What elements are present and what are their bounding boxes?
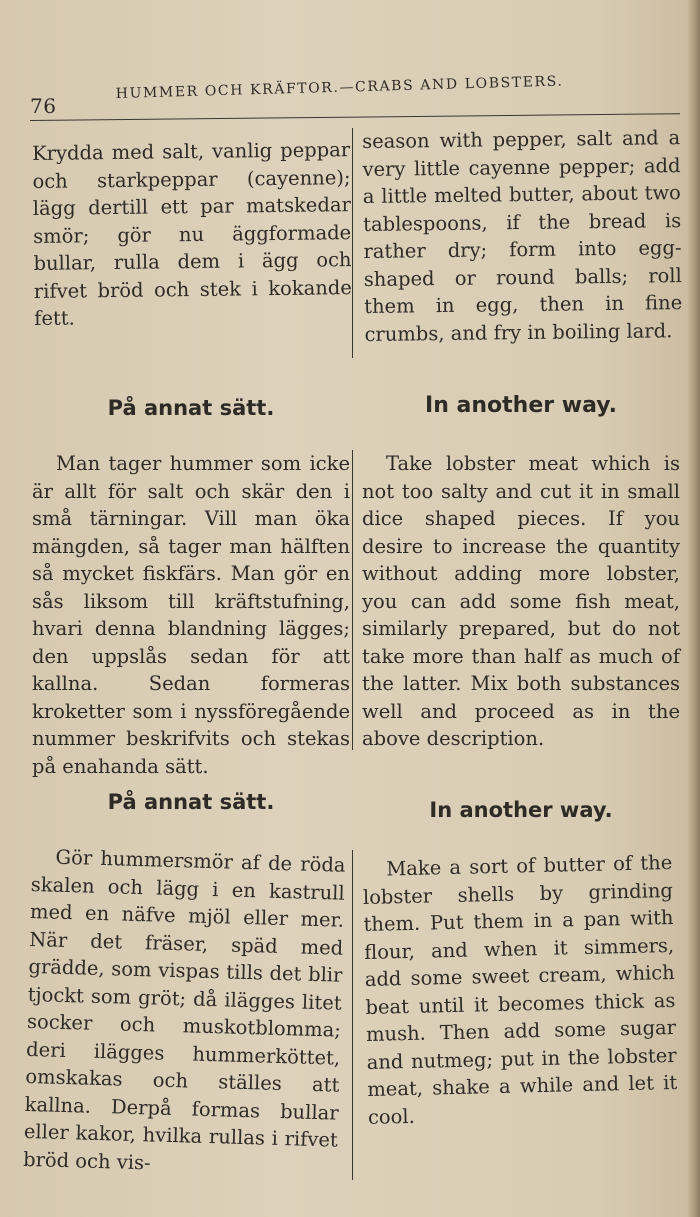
- swedish-paragraph-1: Krydda med salt, vanlig peppar och starkpeppar (cayenne); lägg dertill ett par matskedar smör; gör nu äggformade bullar, rulla dem i ägg och rifvet bröd och stek i kokande fett.: [32, 138, 352, 330]
- column-divider-3: [352, 850, 353, 1180]
- english-column-section-1: [362, 124, 683, 348]
- english-paragraph-3: Make a sort of butter of the lobster shells by grinding them. Put them in a pan with flour, and when it simmers, add some sweet cream, which beat until it becomes thick as mush. Then add some sugar and nutmeg; put in the lobster meat, shake a while and let it cool.: [362, 850, 678, 1129]
- swedish-paragraph-3: Gör hummersmör af de röda skalen och lägg i en kastrull med en näfve mjöl eller mer. När det fräser, späd med grädde, som vispas tills det blir tjockt som gröt; då ilägges litet socker och muskotblomma; deri ilägges hummerköttet, omskakas och ställes att kallna. Derpå formas bullar eller kakor, hvilka rullas i rifvet bröd och vis-: [22, 845, 346, 1174]
- english-column-section-2: [362, 450, 680, 753]
- english-heading-3: In another way.: [429, 798, 613, 822]
- swedish-column-section-3: [23, 843, 346, 1182]
- swedish-heading-3: På annat sätt.: [107, 790, 275, 814]
- english-paragraph-1: season with pepper, salt and a very little cayenne pepper; add a little melted butter, about two tablespoons, if the bread is rather dry; form into egg-shaped or round balls; roll them in egg, then in fine crumbs, and fry in boiling lard.: [362, 126, 683, 346]
- swedish-paragraph-2: Man tager hummer som icke är allt för salt och skär den i små tärningar. Vill man öka mängden, så tager man hälften så mycket fiskfärs. Man gör en sås liksom till kräftstufning, hvari denna blandning lägges; den uppslås sedan för att kallna. Sedan formeras kroketter som i nyssföregående nummer beskrifvits och stekas på enahanda sätt.: [32, 452, 350, 778]
- page-edge: [688, 0, 700, 1217]
- running-head: HUMMER OCH KRÄFTOR.—CRABS AND LOBSTERS.: [115, 73, 564, 102]
- page-number: 76: [30, 94, 57, 118]
- english-paragraph-2: Take lobster meat which is not too salty and cut it in small dice shaped pieces. If you desire to increase the quantity without adding more lobster, you can add some fish meat, similarly prepared, but do not take more than half as much of the latter. Mix both substances well and proceed as in the above description.: [362, 452, 680, 750]
- english-column-section-3: [362, 849, 678, 1131]
- swedish-column-section-2: [32, 450, 350, 780]
- swedish-heading-2: På annat sätt.: [107, 396, 275, 420]
- header-rule: [30, 113, 680, 121]
- swedish-column-section-1: [32, 136, 352, 332]
- column-divider-2: [352, 450, 353, 750]
- english-heading-2: In another way.: [425, 393, 617, 418]
